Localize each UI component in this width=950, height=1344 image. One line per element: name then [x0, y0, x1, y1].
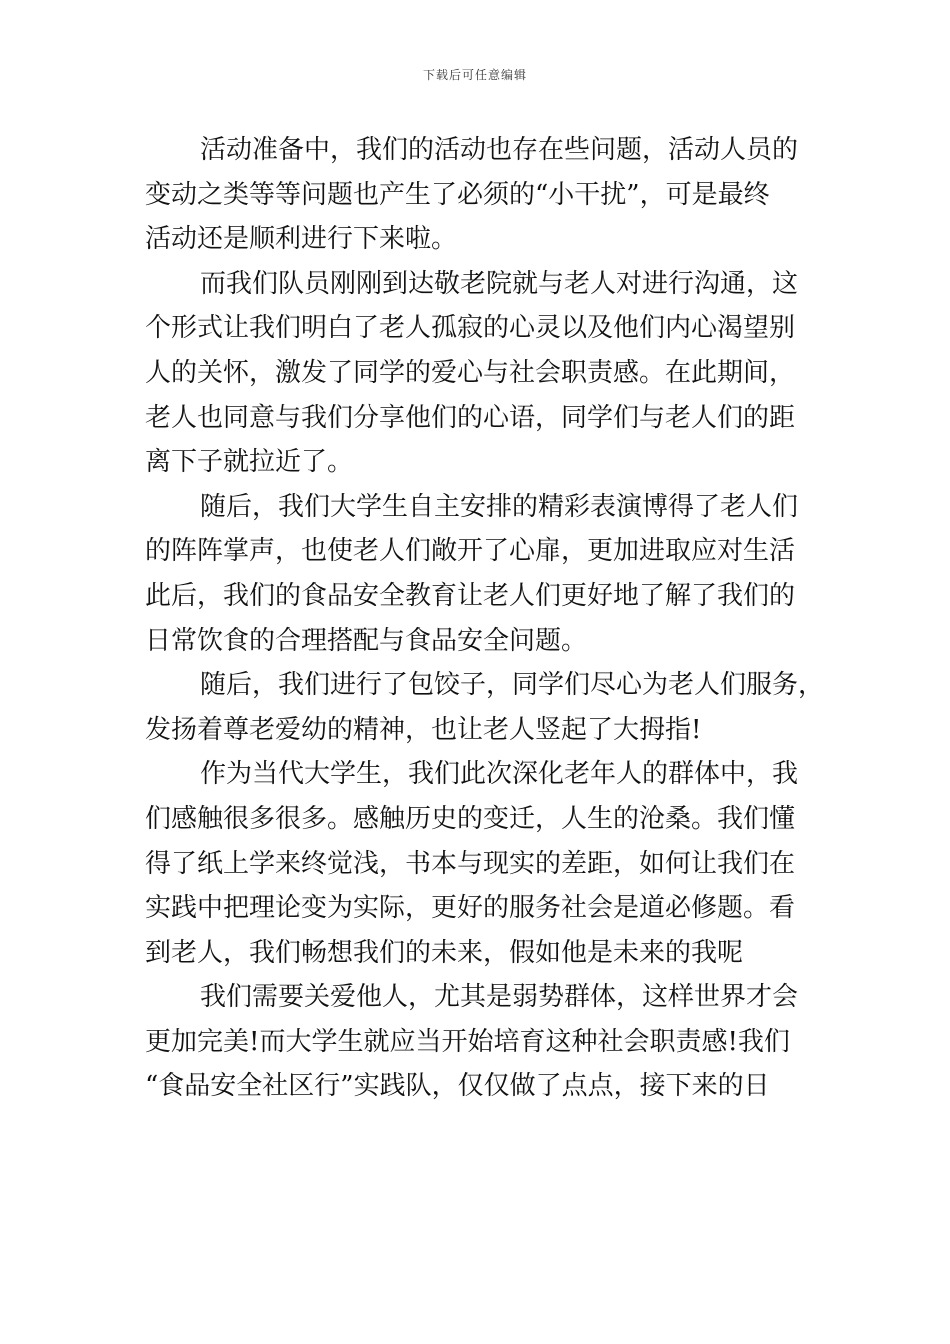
page-header: 下载后可任意编辑	[422, 68, 527, 82]
text-line: 得了纸上学来终觉浅，书本与现实的差距，如何让我们在	[145, 848, 796, 879]
text-line: 实践中把理论变为实际，更好的服务社会是道必修题。看	[145, 893, 796, 924]
text-line: 此后，我们的食品安全教育让老人们更好地了解了我们的	[145, 580, 796, 611]
text-line: 而我们队员刚刚到达敬老院就与老人对进行沟通，这	[200, 268, 799, 299]
text-line: 日常饮食的合理搭配与食品安全问题。	[145, 625, 588, 656]
text-line: 随后，我们大学生自主安排的精彩表演博得了老人们	[200, 491, 799, 522]
text-line: 随后，我们进行了包饺子，同学们尽心为老人们服务，	[200, 670, 825, 701]
text-line: 们感触很多很多。感触历史的变迁，人生的沧桑。我们懂	[145, 803, 796, 834]
text-line: 的阵阵掌声，也使老人们敞开了心扉，更加进取应对生活	[145, 536, 796, 567]
text-line: 人的关怀，激发了同学的爱心与社会职责感。在此期间，	[145, 357, 796, 388]
text-line: 更加完美!而大学生就应当开始培育这种社会职责感!我们	[145, 1026, 790, 1057]
text-line: 作为当代大学生，我们此次深化老年人的群体中，我	[200, 759, 799, 790]
text-line: 老人也同意与我们分享他们的心语，同学们与老人们的距	[145, 402, 796, 433]
text-line: 我们需要关爱他人，尤其是弱势群体，这样世界才会	[200, 982, 799, 1013]
text-line: 发扬着尊老爱幼的精神，也让老人竖起了大拇指!	[145, 714, 702, 745]
text-line: 变动之类等等问题也产生了必须的“小干扰”，可是最终	[145, 179, 770, 210]
document-body	[145, 128, 825, 1109]
text-line: 活动还是顺利进行下来啦。	[145, 224, 458, 255]
text-line: 离下子就拉近了。	[145, 447, 354, 478]
text-line: 活动准备中，我们的活动也存在些问题，活动人员的	[200, 135, 799, 165]
text-line: 到老人，我们畅想我们的未来，假如他是未来的我呢	[145, 937, 744, 968]
text-line: 个形式让我们明白了老人孤寂的心灵以及他们内心渴望别	[145, 313, 796, 344]
text-line: “食品安全社区行”实践队，仅仅做了点点，接下来的日	[145, 1071, 770, 1102]
